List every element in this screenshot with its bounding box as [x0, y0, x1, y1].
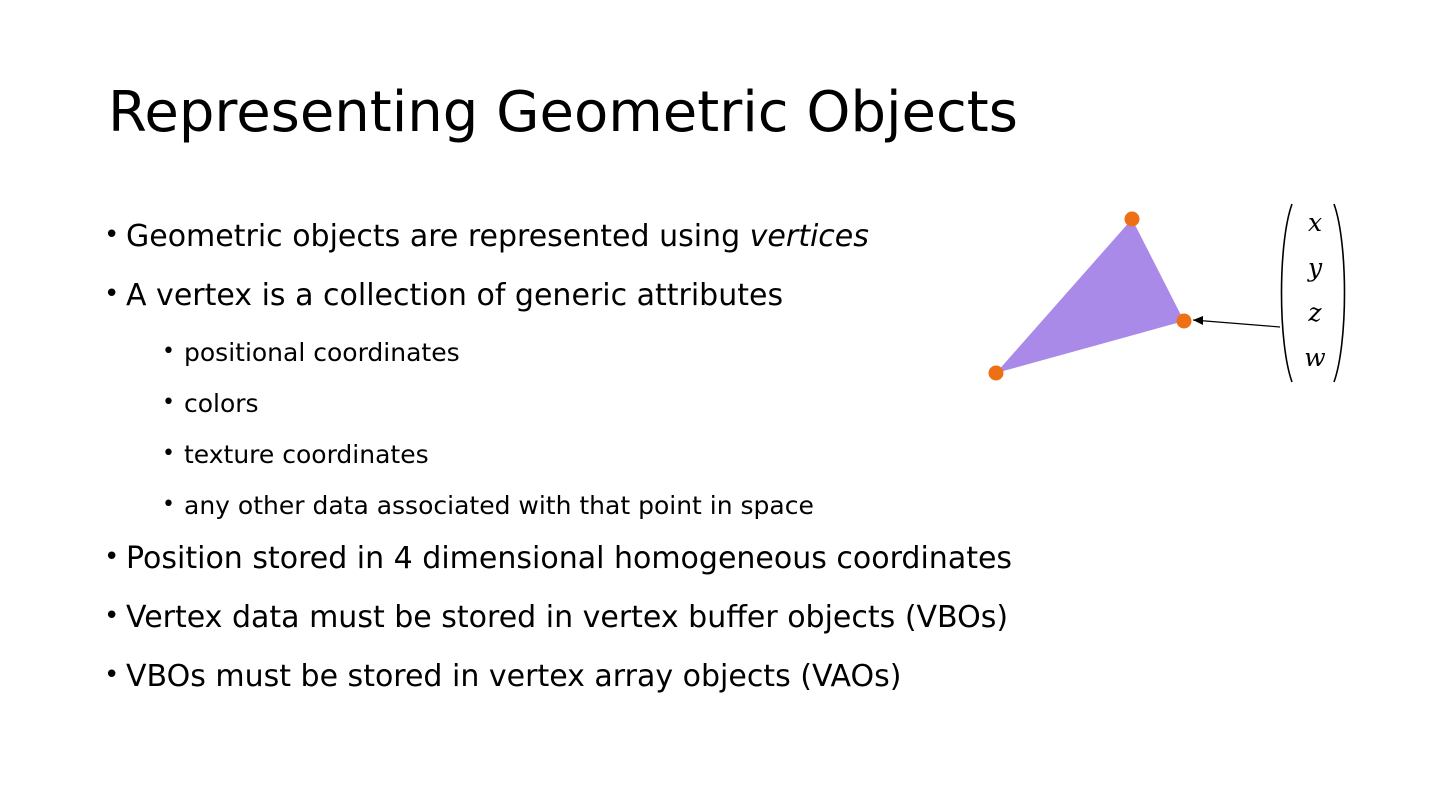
list-item	[104, 600, 1284, 635]
list-item	[162, 442, 1284, 467]
list-item-label: texture coordinates	[184, 440, 429, 469]
callout-line	[1193, 320, 1280, 327]
bullet-glyph-icon: •	[162, 441, 175, 466]
list-item-label: A vertex is a collection of generic attributes	[126, 278, 784, 313]
triangle-shape	[996, 219, 1184, 373]
vertex-point-right-icon	[1177, 314, 1192, 329]
list-item	[104, 659, 1284, 694]
list-item-label: positional coordinates	[184, 338, 460, 367]
list-item-emphasis: vertices	[749, 219, 869, 254]
vector-component-y: y	[1307, 253, 1323, 282]
bullet-glyph-icon: •	[104, 220, 120, 250]
vector-component-w: w	[1304, 343, 1326, 372]
bullet-glyph-icon: •	[104, 601, 120, 631]
list-item-label: any other data associated with that point in space	[184, 491, 814, 520]
bullet-glyph-icon: •	[104, 542, 120, 572]
list-item	[162, 493, 1284, 518]
page-title: Representing Geometric Objects	[108, 80, 1018, 145]
bullet-glyph-icon: •	[162, 339, 175, 364]
vertex-point-top-icon	[1125, 212, 1140, 227]
list-item-label: colors	[184, 389, 259, 418]
list-item-label: VBOs must be stored in vertex array objects (VAOs)	[126, 659, 902, 694]
list-item-label: Position stored in 4 dimensional homogeneous coordinates	[126, 541, 1013, 576]
list-item-text: Geometric objects are represented using	[126, 219, 750, 254]
vertex-point-left-icon	[989, 366, 1004, 381]
vertex-vector	[1272, 198, 1352, 388]
list-item-label	[126, 219, 869, 254]
vector-components	[1298, 210, 1332, 370]
callout-arrowhead-icon	[1193, 316, 1203, 325]
bullet-glyph-icon: •	[162, 390, 175, 415]
list-item	[104, 541, 1284, 576]
bullet-glyph-icon: •	[104, 279, 120, 309]
bullet-glyph-icon: •	[104, 660, 120, 690]
list-item-label: Vertex data must be stored in vertex buffer objects (VBOs)	[126, 600, 1009, 635]
vector-component-x: x	[1307, 208, 1323, 237]
bullet-glyph-icon: •	[162, 492, 175, 517]
vector-component-z: z	[1308, 298, 1322, 327]
